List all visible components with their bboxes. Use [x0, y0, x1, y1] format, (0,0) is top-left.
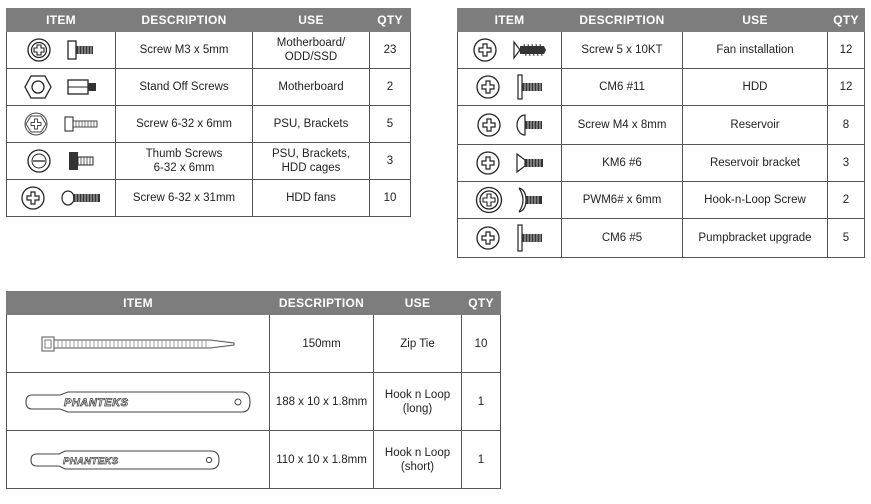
header-item: ITEM	[7, 292, 270, 315]
qty-cell: 3	[370, 143, 411, 180]
item-cell	[7, 180, 116, 217]
qty-cell: 10	[462, 315, 501, 373]
item-cell	[458, 69, 562, 106]
table-row	[7, 69, 411, 106]
description-cell: Screw 6-32 x 6mm	[116, 106, 253, 143]
phillips-head-icon	[475, 74, 501, 100]
use-cell: Motherboard	[253, 69, 370, 106]
table-header-row	[7, 292, 501, 315]
accessories-table-2	[457, 8, 865, 258]
phillips-head-icon	[475, 225, 501, 251]
use-cell: PSU, Brackets	[253, 106, 370, 143]
use-cell: Hook n Loop (short)	[374, 431, 462, 489]
description-cell: Screw M4 x 8mm	[562, 106, 683, 145]
flat-head-screw-icon	[515, 74, 545, 100]
description-cell: Screw 5 x 10KT	[562, 32, 683, 69]
zip-tie-icon	[40, 334, 236, 354]
table-row	[7, 143, 411, 180]
item-cell	[7, 315, 270, 373]
qty-cell: 10	[370, 180, 411, 217]
table-row	[7, 431, 501, 489]
phillips-head-icon	[475, 150, 501, 176]
use-cell: Hook-n-Loop Screw	[683, 182, 828, 219]
qty-cell: 2	[370, 69, 411, 106]
use-cell: Reservoir	[683, 106, 828, 145]
table-row	[458, 182, 865, 219]
item-cell	[458, 182, 562, 219]
header-description: DESCRIPTION	[270, 292, 374, 315]
long-screw-icon	[60, 189, 102, 207]
description-cell: CM6 #11	[562, 69, 683, 106]
description-cell: 188 x 10 x 1.8mm	[270, 373, 374, 431]
header-item: ITEM	[7, 9, 116, 32]
table-row	[458, 32, 865, 69]
header-description: DESCRIPTION	[116, 9, 253, 32]
use-cell: Fan installation	[683, 32, 828, 69]
item-cell	[458, 219, 562, 258]
description-cell: 110 x 10 x 1.8mm	[270, 431, 374, 489]
table-header-row	[458, 9, 865, 32]
item-cell	[7, 373, 270, 431]
table-row	[458, 106, 865, 145]
use-cell: Reservoir bracket	[683, 145, 828, 182]
item-cell	[458, 145, 562, 182]
hex-standoff-icon	[24, 74, 52, 100]
use-cell: Motherboard/ ODD/SSD	[253, 32, 370, 69]
thumb-screw-side-icon	[66, 150, 96, 172]
use-cell: Zip Tie	[374, 315, 462, 373]
qty-cell: 5	[828, 219, 865, 258]
hex-screw-side-icon	[63, 115, 99, 133]
hook-loop-strap-long-icon	[24, 390, 252, 414]
table-row	[458, 69, 865, 106]
description-cell: CM6 #5	[562, 219, 683, 258]
header-use: USE	[683, 9, 828, 32]
description-cell: PWM6# x 6mm	[562, 182, 683, 219]
qty-cell: 12	[828, 69, 865, 106]
item-cell	[7, 106, 116, 143]
cone-head-screw-icon	[515, 152, 545, 174]
item-cell	[458, 106, 562, 145]
phillips-washer-head-icon	[26, 37, 52, 63]
description-cell: Screw 6-32 x 31mm	[116, 180, 253, 217]
header-qty: QTY	[462, 292, 501, 315]
hex-phillips-head-icon	[23, 111, 49, 137]
header-use: USE	[374, 292, 462, 315]
qty-cell: 2	[828, 182, 865, 219]
table-row	[7, 373, 501, 431]
table-row	[458, 219, 865, 258]
mushroom-head-screw-icon	[517, 187, 545, 213]
accessories-table-3	[6, 291, 501, 489]
accessories-table-1	[6, 8, 411, 217]
table-row	[7, 106, 411, 143]
table-row	[7, 315, 501, 373]
strap-brand-text: PHANTEKS	[64, 396, 129, 409]
phillips-washer-head-icon	[475, 186, 503, 214]
qty-cell: 3	[828, 145, 865, 182]
use-cell: HDD fans	[253, 180, 370, 217]
description-cell: 150mm	[270, 315, 374, 373]
qty-cell: 1	[462, 431, 501, 489]
use-cell: Hook n Loop (long)	[374, 373, 462, 431]
description-cell: Screw M3 x 5mm	[116, 32, 253, 69]
table-row	[458, 145, 865, 182]
round-head-screw-icon	[516, 113, 544, 137]
qty-cell: 5	[370, 106, 411, 143]
item-cell	[458, 32, 562, 69]
item-cell	[7, 32, 116, 69]
qty-cell: 12	[828, 32, 865, 69]
table-row	[7, 32, 411, 69]
use-cell: HDD	[683, 69, 828, 106]
qty-cell: 8	[828, 106, 865, 145]
phillips-head-icon	[476, 112, 502, 138]
description-cell: Thumb Screws 6-32 x 6mm	[116, 143, 253, 180]
table-row	[7, 180, 411, 217]
header-qty: QTY	[370, 9, 411, 32]
standoff-side-icon	[66, 77, 98, 97]
use-cell: Pumpbracket upgrade	[683, 219, 828, 258]
header-description: DESCRIPTION	[562, 9, 683, 32]
thumb-screw-head-icon	[26, 148, 52, 174]
table-header-row	[7, 9, 411, 32]
hook-loop-strap-short-icon	[29, 449, 221, 471]
item-cell	[7, 143, 116, 180]
header-item: ITEM	[458, 9, 562, 32]
qty-cell: 23	[370, 32, 411, 69]
phillips-head-icon	[472, 37, 498, 63]
item-cell	[7, 69, 116, 106]
description-cell: KM6 #6	[562, 145, 683, 182]
qty-cell: 1	[462, 373, 501, 431]
short-screw-icon	[66, 39, 96, 61]
self-tapping-screw-icon	[512, 40, 548, 60]
header-qty: QTY	[828, 9, 865, 32]
flat-head-screw-icon	[515, 224, 545, 252]
strap-brand-text: PHANTEKS	[63, 455, 119, 467]
use-cell: PSU, Brackets, HDD cages	[253, 143, 370, 180]
header-use: USE	[253, 9, 370, 32]
description-cell: Stand Off Screws	[116, 69, 253, 106]
phillips-head-icon	[20, 185, 46, 211]
item-cell	[7, 431, 270, 489]
